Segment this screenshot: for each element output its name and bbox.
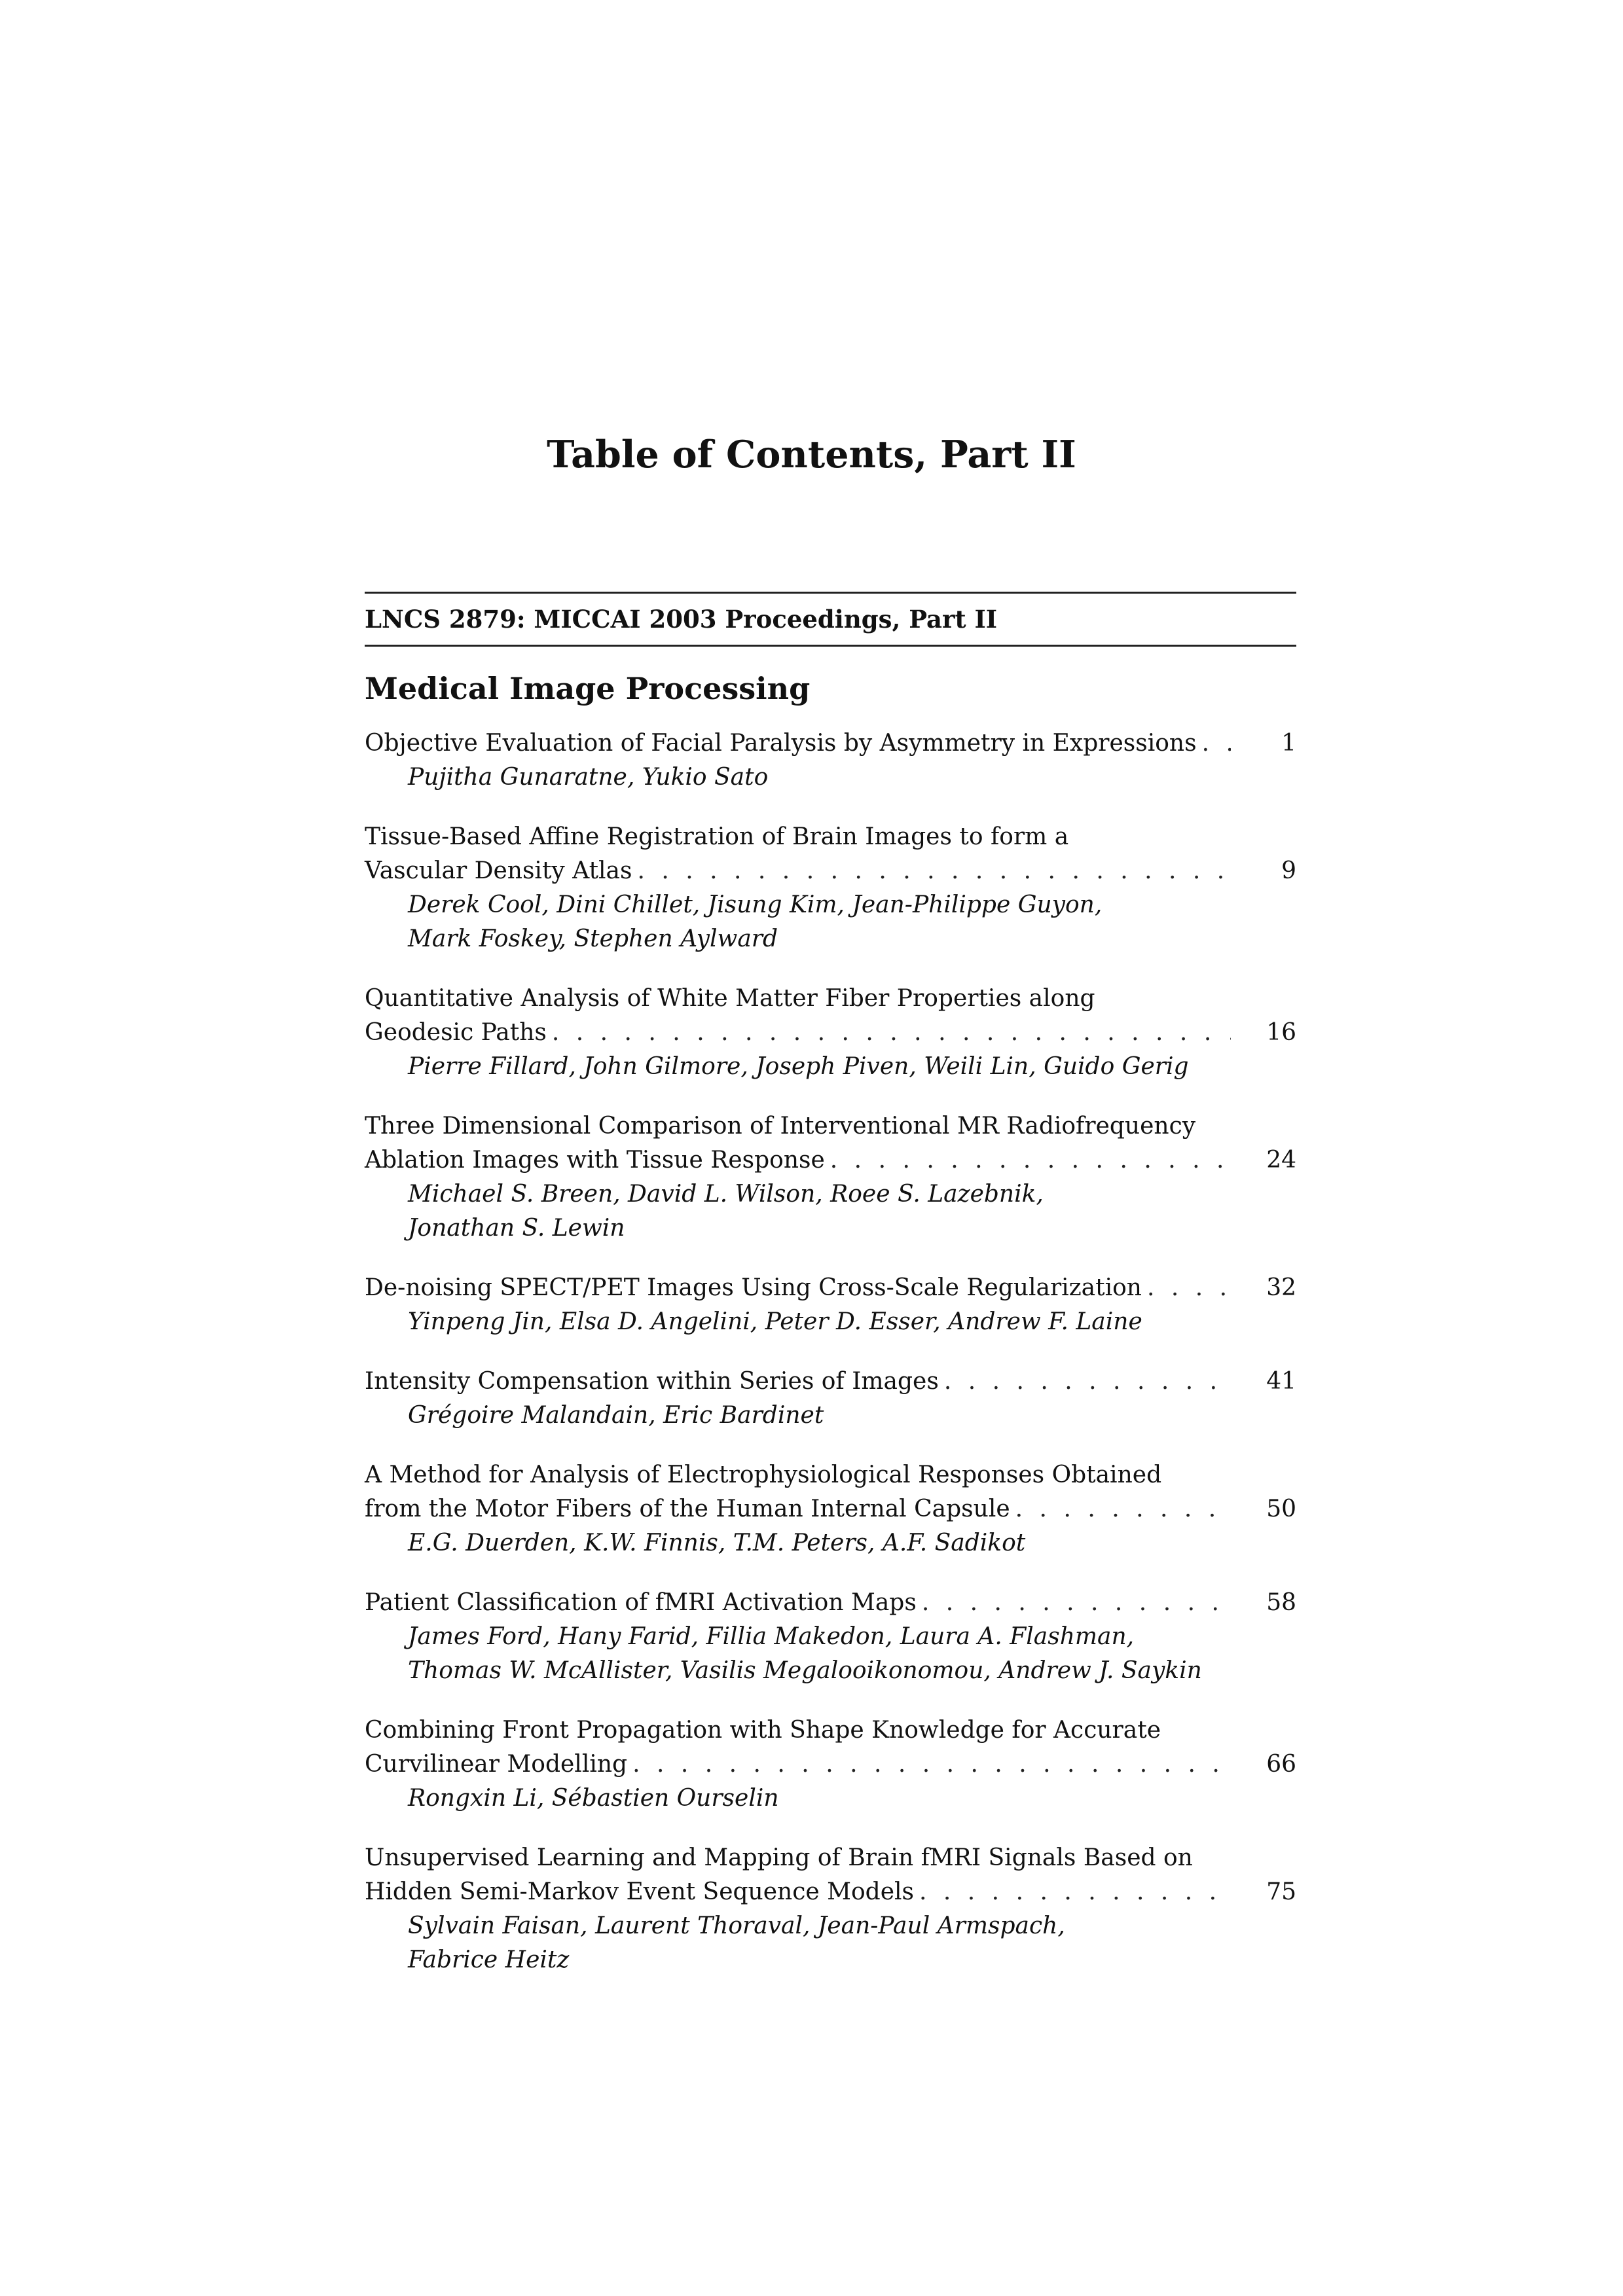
section-title: Medical Image Processing xyxy=(365,671,811,706)
dot-leader xyxy=(830,1143,1231,1177)
entry-title-row xyxy=(365,726,1296,761)
toc-entry xyxy=(365,726,1296,795)
entry-title-line: A Method for Analysis of Electrophysiological Responses Obtained xyxy=(365,1462,1162,1488)
entry-title: Objective Evaluation of Facial Paralysis by Asymmetry in Expressions xyxy=(365,730,1197,757)
entry-authors: Mark Foskey, Stephen Aylward xyxy=(408,925,778,952)
page-number: 41 xyxy=(1266,1368,1296,1395)
entry-title-row xyxy=(365,1016,1296,1050)
entry-title: from the Motor Fibers of the Human Internal Capsule xyxy=(365,1496,1010,1522)
dot-leader xyxy=(944,1365,1231,1399)
entry-title-line: Tissue-Based Affine Registration of Brain Images to form a xyxy=(365,823,1069,850)
page-number: 1 xyxy=(1281,730,1296,757)
entry-authors: Sylvain Faisan, Laurent Thoraval, Jean-Paul Armspach, xyxy=(408,1912,1065,1939)
toc-entry xyxy=(365,1365,1296,1433)
entry-authors: Pierre Fillard, John Gilmore, Joseph Piven, Weili Lin, Guido Gerig xyxy=(408,1053,1189,1080)
entry-authors: Grégoire Malandain, Eric Bardinet xyxy=(408,1402,824,1429)
entry-title-row xyxy=(365,1492,1296,1526)
page-number: 75 xyxy=(1266,1878,1296,1905)
page-number: 16 xyxy=(1266,1019,1296,1046)
toc-entry xyxy=(365,1458,1296,1560)
entry-authors: Fabrice Heitz xyxy=(408,1946,570,1973)
toc-entry xyxy=(365,1586,1296,1688)
page-number: 66 xyxy=(1266,1751,1296,1778)
entry-title-row xyxy=(365,854,1296,888)
entry-title: Ablation Images with Tissue Response xyxy=(365,1147,825,1174)
dot-leader xyxy=(1015,1492,1231,1526)
entry-authors: Pujitha Gunaratne, Yukio Sato xyxy=(408,764,769,791)
entry-title-row xyxy=(365,1365,1296,1399)
entry-title: Intensity Compensation within Series of Images xyxy=(365,1368,939,1395)
dot-leader xyxy=(552,1016,1231,1050)
toc-entry xyxy=(365,1713,1296,1816)
entry-authors: Michael S. Breen, David L. Wilson, Roee S. Lazebnik, xyxy=(408,1181,1044,1208)
page-number: 32 xyxy=(1266,1274,1296,1301)
entry-title-row xyxy=(365,1143,1296,1177)
entry-title-row xyxy=(365,1748,1296,1782)
dot-leader xyxy=(637,854,1231,888)
entry-title: Patient Classification of fMRI Activation Maps xyxy=(365,1589,917,1616)
entry-authors: E.G. Duerden, K.W. Finnis, T.M. Peters, A.F. Sadikot xyxy=(408,1530,1026,1556)
volume-header: LNCS 2879: MICCAI 2003 Proceedings, Part II xyxy=(365,605,998,634)
entry-authors: Jonathan S. Lewin xyxy=(408,1215,625,1242)
entry-title-line: Quantitative Analysis of White Matter Fiber Properties along xyxy=(365,985,1095,1012)
page-title: Table of Contents, Part II xyxy=(547,433,1076,476)
entry-title-row xyxy=(365,1271,1296,1305)
entry-authors: James Ford, Hany Farid, Fillia Makedon, Laura A. Flashman, xyxy=(408,1623,1135,1650)
entry-title: Curvilinear Modelling xyxy=(365,1751,628,1778)
toc-entry xyxy=(365,1841,1296,1977)
toc-entry xyxy=(365,1271,1296,1339)
entry-authors: Rongxin Li, Sébastien Ourselin xyxy=(408,1785,779,1812)
dot-leader xyxy=(632,1748,1231,1782)
bottom-rule xyxy=(365,645,1296,647)
entry-title: Geodesic Paths xyxy=(365,1019,547,1046)
entry-title-line: Unsupervised Learning and Mapping of Brain fMRI Signals Based on xyxy=(365,1844,1193,1871)
dot-leader xyxy=(919,1875,1231,1909)
page-number: 9 xyxy=(1281,857,1296,884)
entry-title-row xyxy=(365,1875,1296,1909)
dot-leader xyxy=(1147,1271,1231,1305)
dot-leader xyxy=(1202,726,1231,761)
entry-title: De-noising SPECT/PET Images Using Cross-Scale Regularization xyxy=(365,1274,1142,1301)
entry-title: Hidden Semi-Markov Event Sequence Models xyxy=(365,1878,915,1905)
toc-entry xyxy=(365,982,1296,1084)
entry-authors: Derek Cool, Dini Chillet, Jisung Kim, Jean-Philippe Guyon, xyxy=(408,891,1103,918)
toc-content xyxy=(365,592,1296,2003)
toc-entry xyxy=(365,1109,1296,1246)
toc-entry-list xyxy=(365,726,1296,1977)
entry-title-row xyxy=(365,1586,1296,1620)
entry-authors: Thomas W. McAllister, Vasilis Megalooikonomou, Andrew J. Saykin xyxy=(408,1657,1202,1684)
entry-title-line: Combining Front Propagation with Shape Knowledge for Accurate xyxy=(365,1717,1161,1744)
toc-entry xyxy=(365,820,1296,956)
entry-title: Vascular Density Atlas xyxy=(365,857,632,884)
entry-title-line: Three Dimensional Comparison of Interventional MR Radiofrequency xyxy=(365,1113,1196,1139)
page-number: 50 xyxy=(1266,1496,1296,1522)
page-number: 58 xyxy=(1266,1589,1296,1616)
page-number: 24 xyxy=(1266,1147,1296,1174)
dot-leader xyxy=(922,1586,1231,1620)
entry-authors: Yinpeng Jin, Elsa D. Angelini, Peter D. Esser, Andrew F. Laine xyxy=(408,1308,1142,1335)
